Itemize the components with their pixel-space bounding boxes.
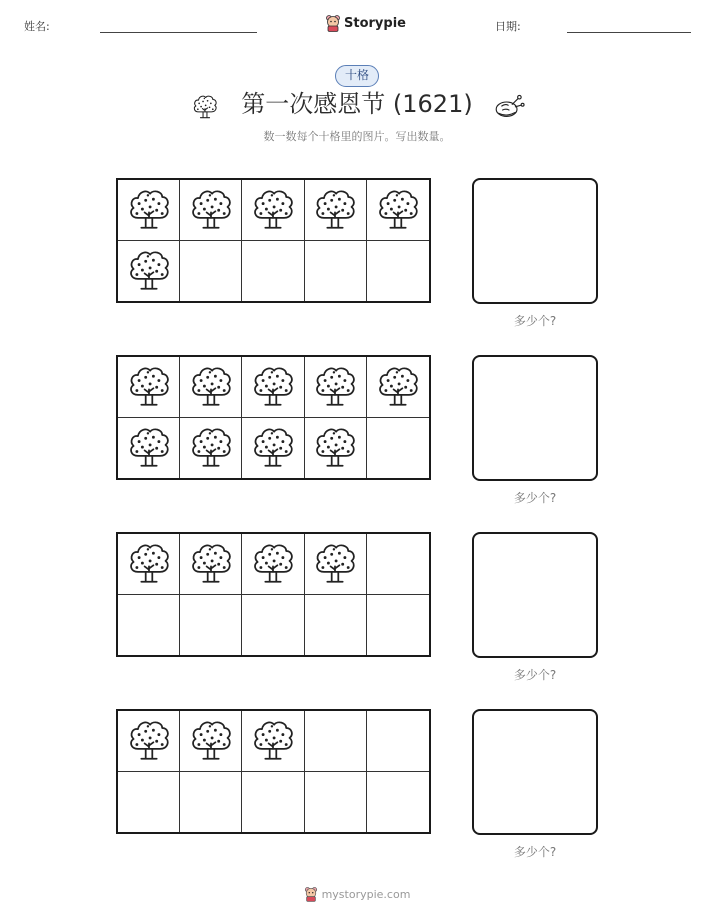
tree-icon — [313, 363, 357, 411]
ten-frame-cell — [118, 772, 180, 833]
ten-frame-cell — [180, 711, 242, 772]
ten-frame-cell — [367, 180, 429, 241]
ten-frame-cell — [118, 241, 180, 302]
ten-frame-cell — [305, 241, 367, 302]
footer — [0, 886, 714, 902]
ten-frame-cell — [367, 357, 429, 418]
tree-icon — [189, 186, 233, 234]
ten-frame — [116, 709, 431, 834]
ten-frame-cell — [367, 241, 429, 302]
tree-icon — [313, 186, 357, 234]
ten-frame-cell — [305, 772, 367, 833]
tree-icon — [251, 540, 295, 588]
ten-frame-cell — [180, 180, 242, 241]
ten-frame-cell — [118, 180, 180, 241]
how-many-label: 多少个? — [513, 314, 557, 328]
how-many-label: 多少个? — [513, 491, 557, 505]
ten-frame-cell — [367, 418, 429, 479]
answer-box[interactable] — [472, 709, 598, 835]
ten-frame-cell — [242, 595, 304, 656]
tree-icon — [189, 424, 233, 472]
ten-frame-cell — [180, 241, 242, 302]
ten-frame-cell — [180, 357, 242, 418]
ten-frame-cell — [118, 711, 180, 772]
tree-icon — [313, 424, 357, 472]
tree-icon — [376, 186, 420, 234]
tree-icon — [127, 247, 171, 295]
ten-frame-cell — [242, 241, 304, 302]
tree-icon — [127, 363, 171, 411]
ten-frame-cell — [367, 711, 429, 772]
tree-icon — [189, 717, 233, 765]
ten-frame-cell — [305, 357, 367, 418]
ten-frame-cell — [180, 534, 242, 595]
how-many-label: 多少个? — [513, 845, 557, 859]
page-title: 第一次感恩节 (1621) — [241, 90, 473, 118]
tree-icon — [251, 424, 295, 472]
tree-icon — [251, 717, 295, 765]
ten-frame — [116, 178, 431, 303]
worksheet-type-badge: 十格 — [335, 65, 379, 87]
tree-icon — [127, 540, 171, 588]
ten-frame-cell — [180, 772, 242, 833]
tree-icon — [189, 540, 233, 588]
ten-frame-cell — [118, 534, 180, 595]
ten-frame-cell — [118, 595, 180, 656]
answer-box[interactable] — [472, 532, 598, 658]
tree-icon — [251, 186, 295, 234]
ten-frame-cell — [305, 418, 367, 479]
roast-turkey-icon — [493, 92, 525, 124]
ten-frame-cell — [242, 418, 304, 479]
name-label: 姓名: — [24, 20, 50, 33]
tree-icon — [251, 363, 295, 411]
tree-icon — [313, 540, 357, 588]
how-many-label: 多少个? — [513, 668, 557, 682]
ten-frame-cell — [118, 357, 180, 418]
bear-mascot-icon — [304, 886, 318, 902]
ten-frame-cell — [118, 418, 180, 479]
tree-icon — [127, 717, 171, 765]
ten-frame-cell — [242, 357, 304, 418]
ten-frame — [116, 532, 431, 657]
ten-frame-cell — [305, 180, 367, 241]
answer-box[interactable] — [472, 355, 598, 481]
footer-url[interactable]: mystorypie.com — [321, 887, 411, 901]
ten-frame-cell — [367, 534, 429, 595]
tree-icon — [127, 186, 171, 234]
ten-frame-cell — [305, 595, 367, 656]
ten-frame-cell — [180, 418, 242, 479]
date-line[interactable] — [567, 32, 691, 33]
ten-frame-cell — [242, 772, 304, 833]
ten-frame-cell — [305, 534, 367, 595]
ten-frame-cell — [367, 772, 429, 833]
ten-frame-cell — [242, 534, 304, 595]
ten-frame-cell — [305, 711, 367, 772]
brand-name: Storypie — [344, 15, 406, 31]
ten-frame-cell — [180, 595, 242, 656]
ten-frame — [116, 355, 431, 480]
tree-icon — [189, 363, 233, 411]
brand-logo — [325, 12, 406, 34]
bear-mascot-icon — [325, 14, 341, 32]
ten-frame-cell — [242, 711, 304, 772]
instructions: 数一数每个十格里的图片。写出数量。 — [263, 130, 451, 143]
ten-frame-cell — [242, 180, 304, 241]
tree-icon — [376, 363, 420, 411]
ten-frame-cell — [367, 595, 429, 656]
answer-box[interactable] — [472, 178, 598, 304]
name-line[interactable] — [100, 32, 257, 33]
date-label: 日期: — [495, 20, 521, 33]
tree-icon — [127, 424, 171, 472]
